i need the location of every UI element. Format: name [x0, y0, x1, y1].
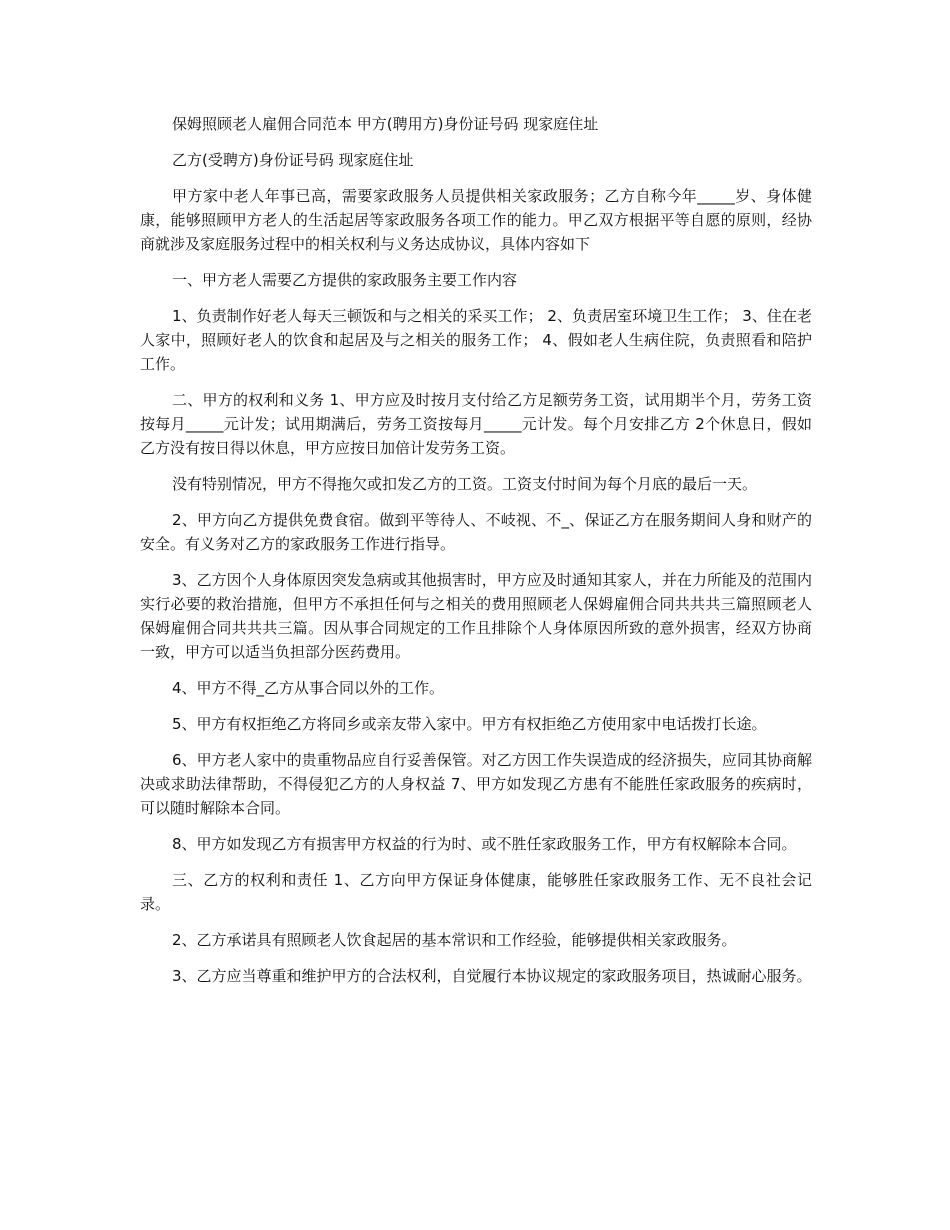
- board-lodging-paragraph: 2、甲方向乙方提供免费食宿。做到平等待人、不岐视、不_、保证乙方在服务期间人身和财产的安全。有义务对乙方的家政服务工作进行指导。: [140, 511, 812, 553]
- termination-paragraph: 8、甲方如发现乙方有损害甲方权益的行为时、或不胜任家政服务工作，甲方有权解除本合同。: [172, 835, 797, 853]
- preamble-paragraph: 甲方家中老人年事已高，需要家政服务人员提供相关家政服务；乙方自称今年_____岁、身体健康，能够照顾甲方老人的生活起居等家政服务各项工作的能力。甲乙双方根据平等自愿的原则，经协商就涉及家庭服务过程中的相关权利与义务达成协议，具体内容如下: [140, 187, 812, 253]
- respect-service-paragraph: 3、乙方应当尊重和维护甲方的合法权利，自觉履行本协议规定的家政服务项目，热诚耐心服务。: [172, 967, 812, 985]
- extra-work-paragraph: 4、甲方不得_乙方从事合同以外的工作。: [172, 679, 445, 697]
- party-a-rights-paragraph: 二、甲方的权利和义务 1、甲方应及时按月支付给乙方足额劳务工资，试用期半个月，劳务工资按每月_____元计发；试用期满后，劳务工资按每月_____元计发。每个月安排乙方 2个休息日，假如乙方没有按日得以休息，甲方应按日加倍计发劳务工资。: [140, 391, 812, 457]
- party-b-line: 乙方(受聘方)身份证号码 现家庭住址: [172, 151, 414, 169]
- section-heading-work-content: 一、甲方老人需要乙方提供的家政服务主要工作内容: [172, 271, 518, 289]
- illness-injury-paragraph: 3、乙方因个人身体原因突发急病或其他损害时，甲方应及时通知其家人，并在力所能及的范围内实行必要的救治措施，但甲方不承担任何与之相关的费用照顾老人保姆雇佣合同共共共三篇照顾老人保姆雇佣合同共共共三篇。因从事合同规定的工作且排除个人身体原因所致的意外损害，经双方协商一致，甲方可以适当负担部分医药费用。: [140, 571, 812, 661]
- document-title-line: 保姆照顾老人雇佣合同范本 甲方(聘用方)身份证号码 现家庭住址: [172, 115, 599, 133]
- party-b-rights-paragraph: 三、乙方的权利和责任 1、乙方向甲方保证身体健康，能够胜任家政服务工作、无不良社会记录。: [140, 871, 812, 913]
- valuables-paragraph: 6、甲方老人家中的贵重物品应自行妥善保管。对乙方因工作失误造成的经济损失，应同其协商解决或求助法律帮助，不得侵犯乙方的人身权益 7、甲方如发现乙方患有不能胜任家政服务的疾病时，可以随时解除本合同。: [140, 751, 812, 817]
- document-body: [140, 112, 812, 1000]
- work-items-paragraph: 1、负责制作好老人每天三顿饭和与之相关的采买工作； 2、负责居室环境卫生工作； 3、住在老人家中，照顾好老人的饮食和起居及与之相关的服务工作； 4、假如老人生病住院，负责照看和陪护工作。: [140, 307, 812, 373]
- visitors-phone-paragraph: 5、甲方有权拒绝乙方将同乡或亲友带入家中。甲方有权拒绝乙方使用家中电话拨打长途。: [172, 715, 767, 733]
- wage-payment-paragraph: 没有特别情况，甲方不得拖欠或扣发乙方的工资。工资支付时间为每个月底的最后一天。: [172, 475, 758, 493]
- experience-paragraph: 2、乙方承诺具有照顾老人饮食起居的基本常识和工作经验，能够提供相关家政服务。: [172, 931, 737, 949]
